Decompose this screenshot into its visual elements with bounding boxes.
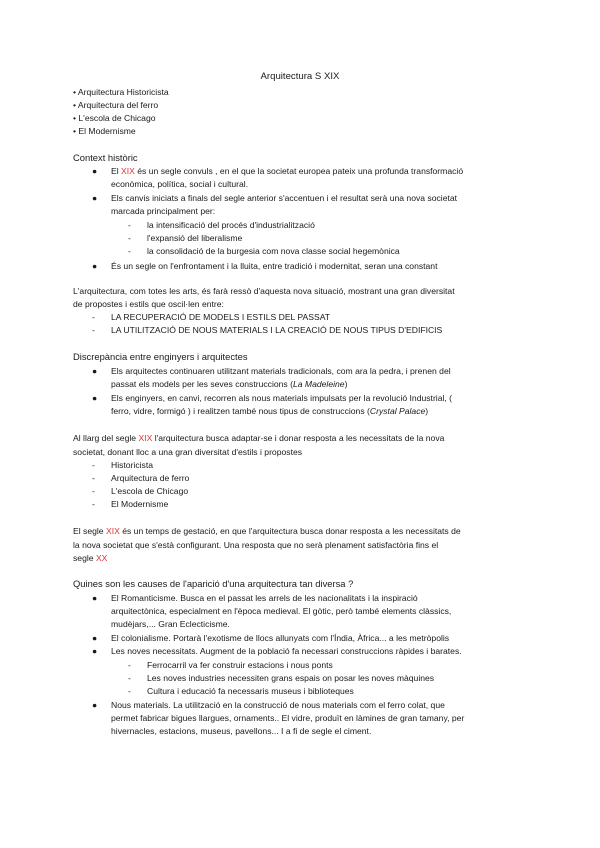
causes-bullet-2: El colonialisme. Portarà l'exotisme de llocs allunyats com l'Índia, Àfrica... a les metròpolis: [111, 633, 450, 643]
causes-bullet-1-line-2: arquitectònica, especialment en l'època medieval. El gòtic, però també elements clàssics,: [111, 606, 452, 616]
para2-line-2: societat, donant lloc a una gran diversitat d'estils i propostes: [73, 447, 303, 457]
intro-item-4: • El Modernisme: [73, 126, 136, 136]
sub-dash: -: [128, 660, 131, 670]
discrepancy-bullet-1-line-2: [111, 378, 347, 390]
discrepancy-bullet-2-line-2: [111, 405, 428, 417]
causes-sub-1: Ferrocarril va fer construir estacions i nous ponts: [147, 660, 333, 670]
century-xix: XIX: [105, 526, 120, 536]
para2-item-2: Arquitectura de ferro: [111, 473, 190, 483]
text-span: és un segle convuls , en el que la societat europea pateix una profunda transformació: [134, 166, 464, 176]
text-span: ferro, vidre, formigó ) i realitzen també nous tipus de construccions (: [111, 406, 370, 416]
discrepancy-bullet-1-line-1: Els arquitectes continuaren utilitzant materials tradicionals, com ara la pedra, i prenen del: [111, 366, 451, 376]
context-sub-1: la intensificació del procés d'industrialització: [147, 220, 315, 230]
sub-dash: -: [128, 220, 131, 230]
sub-dash: -: [92, 312, 95, 322]
bullet-dot: ●: [92, 261, 98, 271]
causes-bullet-1-line-1: El Romanticisme. Busca en el passat les arrels de les nacionalitats i la inspiració: [111, 593, 418, 603]
context-sub-3: la consolidació de la burgesia com nova classe social hegemònica: [147, 246, 400, 256]
sub-dash: -: [92, 325, 95, 335]
context-bullet-2-line-2: marcada principalment per:: [111, 206, 216, 216]
text-span: és un temps de gestació, en que l'arquitectura busca donar resposta a les necessitats de: [119, 526, 461, 536]
para1-line-2: de propostes i estils que oscil·len entre:: [73, 299, 224, 309]
para2-line-1: [73, 432, 444, 444]
para2-item-1: Historicista: [111, 460, 154, 470]
bullet-dot: ●: [92, 193, 98, 203]
discrepancy-bullet-2-line-1: Els enginyers, en canvi, recorren als nous materials impulsats per la revolució Industrial, (: [111, 393, 453, 403]
causes-sub-2: Les noves industries necessiten grans espais on posar les noves màquines: [147, 673, 435, 683]
causes-bullet-4-line-1: Nous materials. La utilització en la construcció de nous materials com el ferro colat, que: [111, 700, 445, 710]
context-bullet-1-line-2: econòmica, política, social i cultural.: [111, 179, 249, 189]
intro-item-3: • L'escola de Chicago: [73, 113, 156, 123]
sub-dash: -: [128, 673, 131, 683]
bullet-dot: ●: [92, 633, 98, 643]
para1-line-1: L'arquitectura, com totes les arts, és farà ressò d'aquesta nova situació, mostrant una gran diversitat: [73, 286, 455, 296]
text-span: Al llarg del segle: [73, 433, 139, 443]
causes-bullet-1-line-3: mudèjars,... Gran Eclecticisme.: [111, 619, 230, 629]
text-span: El segle: [73, 526, 106, 536]
italic-example: Crystal Palace: [369, 406, 426, 416]
context-bullet-1-line-1: [111, 165, 463, 177]
para3-line-1: [73, 525, 461, 537]
causes-bullet-4-line-2: permet fabricar bigues llargues, ornaments.. El vidre, produït en làmines de gran tamany, per: [111, 713, 465, 723]
italic-example: La Madeleine: [292, 379, 345, 389]
sub-dash: -: [92, 486, 95, 496]
text-span: ): [344, 379, 348, 389]
para1-item-2: LA UTILITZACIÓ DE NOUS MATERIALS I LA CREACIÓ DE NOUS TIPUS D'EDIFICIS: [111, 325, 443, 335]
document-title: Arquitectura S XIX: [260, 71, 340, 82]
sub-dash: -: [128, 246, 131, 256]
text-span: passat els models per les seves construccions (: [111, 379, 293, 389]
bullet-dot: ●: [92, 166, 98, 176]
century-xix: XIX: [138, 433, 153, 443]
bullet-dot: ●: [92, 366, 98, 376]
intro-item-1: • Arquitectura Historicista: [73, 87, 169, 97]
text-span: l'arquitectura busca adaptar-se i donar resposta a les necessitats de la nova: [152, 433, 445, 443]
section-heading-causes: Quines son les causes de l'aparició d'una arquitectura tan diversa ?: [73, 578, 354, 589]
text-span: segle: [73, 553, 96, 563]
century-xx: XX: [95, 553, 108, 563]
text-span: ): [425, 406, 429, 416]
sub-dash: -: [128, 233, 131, 243]
text-span: El: [111, 166, 122, 176]
para3-line-3: [73, 552, 107, 564]
sub-dash: -: [92, 460, 95, 470]
causes-bullet-3: Les noves necessitats. Augment de la població fa necessari construccions ràpides i barates.: [111, 646, 462, 656]
sub-dash: -: [128, 686, 131, 696]
bullet-dot: ●: [92, 646, 98, 656]
causes-sub-3: Cultura i educació fa necessaris museus i biblioteques: [147, 686, 354, 696]
bullet-dot: ●: [92, 593, 98, 603]
para3-line-2: la nova societat que s'està configurant. Una resposta que no serà plenament satisfactòria fins el: [73, 540, 439, 550]
context-sub-2: l'expansió del liberalisme: [147, 233, 243, 243]
context-bullet-2-line-1: Els canvis iniciats a finals del segle anterior s'accentuen i el resultat serà una nova societat: [111, 193, 458, 203]
section-heading-context: Context històric: [73, 152, 138, 163]
sub-dash: -: [92, 473, 95, 483]
sub-dash: -: [92, 499, 95, 509]
context-bullet-3: És un segle on l'enfrontament i la lluita, entre tradició i modernitat, seran una constant: [111, 261, 438, 271]
bullet-dot: ●: [92, 700, 98, 710]
causes-bullet-4-line-3: hivernacles, estacions, museus, pavellons... I a fi de segle el ciment.: [111, 726, 372, 736]
intro-item-2: • Arquitectura del ferro: [73, 100, 159, 110]
bullet-dot: ●: [92, 393, 98, 403]
para1-item-1: LA RECUPERACIÓ DE MODELS I ESTILS DEL PASSAT: [111, 312, 331, 322]
section-heading-discrepancy: Discrepància entre enginyers i arquitectes: [73, 351, 248, 362]
para2-item-4: El Modernisme: [111, 499, 169, 509]
para2-item-3: L'escola de Chicago: [111, 486, 189, 496]
century-xix: XIX: [121, 166, 135, 176]
